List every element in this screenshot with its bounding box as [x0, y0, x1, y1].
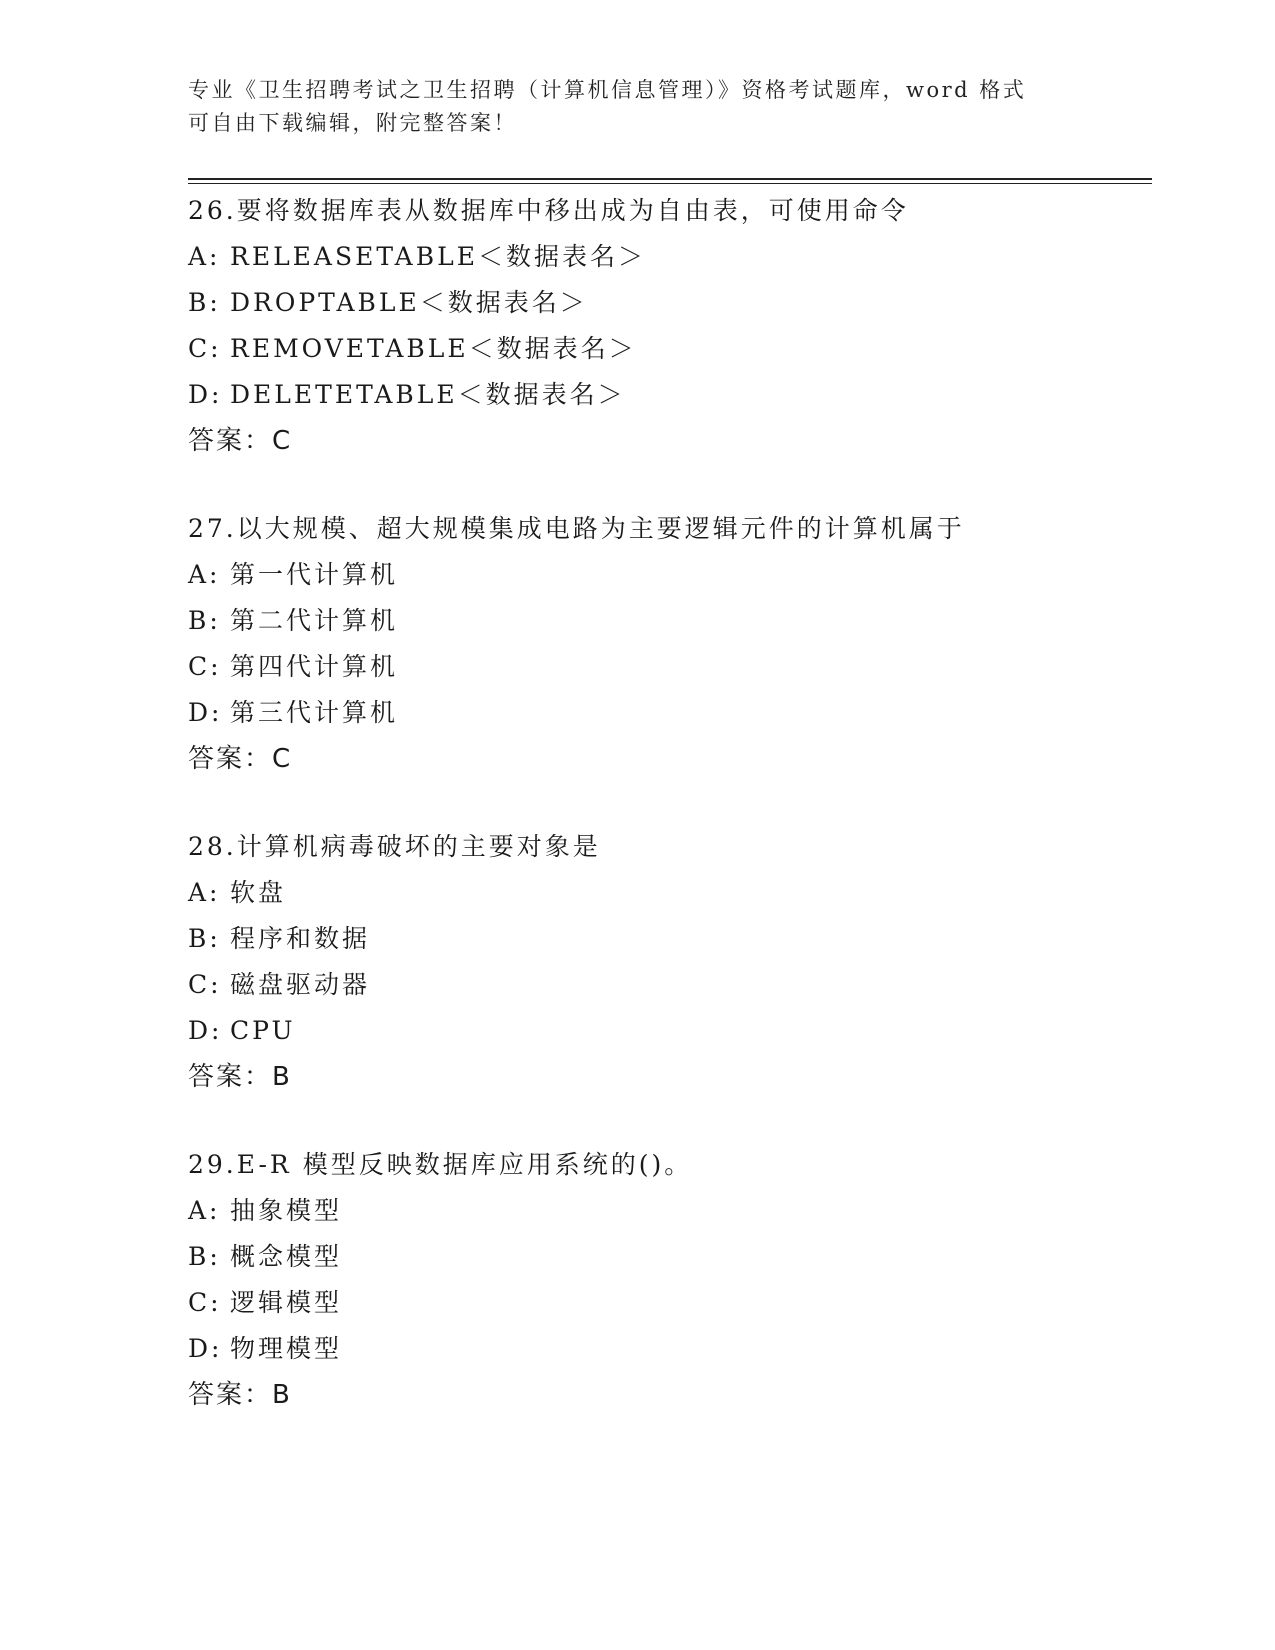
option-text: 抽象模型	[230, 1196, 343, 1225]
option-a	[188, 1188, 1152, 1234]
option-text: CPU	[230, 1016, 296, 1045]
question-title: 27.以大规模、超大规模集成电路为主要逻辑元件的计算机属于	[188, 514, 965, 543]
option-key: A:	[188, 1196, 221, 1225]
option-key: D:	[188, 380, 223, 409]
option-text: 概念模型	[230, 1242, 343, 1271]
option-c	[188, 1280, 1152, 1326]
answer-line: 答案：C	[188, 744, 293, 774]
option-key: B:	[188, 1242, 221, 1271]
answer-line: 答案：C	[188, 426, 293, 456]
option-b	[188, 598, 1152, 644]
option-text: 第三代计算机	[230, 698, 399, 727]
option-key: D:	[188, 1334, 223, 1363]
option-text: REMOVETABLE＜数据表名＞	[230, 334, 637, 363]
header-line-1: 专业《卫生招聘考试之卫生招聘（计算机信息管理）》资格考试题库，word 格式	[188, 78, 1027, 102]
question-26	[188, 188, 1152, 464]
option-c	[188, 962, 1152, 1008]
question-title: 29.E-R 模型反映数据库应用系统的()。	[188, 1150, 693, 1179]
option-text: 程序和数据	[230, 924, 371, 953]
option-d	[188, 1008, 1152, 1054]
option-text: 物理模型	[230, 1334, 343, 1363]
option-key: B:	[188, 288, 221, 317]
question-title: 28.计算机病毒破坏的主要对象是	[188, 832, 601, 861]
question-list	[188, 188, 1152, 1460]
option-key: C:	[188, 652, 222, 681]
option-key: C:	[188, 970, 222, 999]
question-27	[188, 506, 1152, 782]
option-key: A:	[188, 242, 221, 271]
option-b	[188, 280, 1152, 326]
option-text: 第四代计算机	[230, 652, 399, 681]
option-key: A:	[188, 560, 221, 589]
option-b	[188, 916, 1152, 962]
option-b	[188, 1234, 1152, 1280]
option-d	[188, 1326, 1152, 1372]
option-key: C:	[188, 1288, 222, 1317]
document-header	[188, 74, 1088, 140]
option-a	[188, 870, 1152, 916]
option-key: D:	[188, 698, 223, 727]
option-key: D:	[188, 1016, 223, 1045]
question-28	[188, 824, 1152, 1100]
option-text: DELETETABLE＜数据表名＞	[230, 380, 626, 409]
option-text: RELEASETABLE＜数据表名＞	[230, 242, 646, 271]
option-text: 软盘	[230, 878, 287, 907]
option-d	[188, 372, 1152, 418]
option-key: B:	[188, 924, 221, 953]
option-key: B:	[188, 606, 221, 635]
option-key: C:	[188, 334, 222, 363]
option-text: 逻辑模型	[230, 1288, 343, 1317]
answer-line: 答案：B	[188, 1380, 292, 1410]
answer-line: 答案：B	[188, 1062, 292, 1092]
option-text: 第一代计算机	[230, 560, 399, 589]
option-text: 磁盘驱动器	[230, 970, 371, 999]
question-title: 26.要将数据库表从数据库中移出成为自由表，可使用命令	[188, 196, 909, 225]
option-text: 第二代计算机	[230, 606, 399, 635]
header-divider-thin	[188, 183, 1152, 184]
question-29	[188, 1142, 1152, 1418]
option-a	[188, 234, 1152, 280]
option-key: A:	[188, 878, 221, 907]
option-text: DROPTABLE＜数据表名＞	[230, 288, 588, 317]
option-a	[188, 552, 1152, 598]
option-d	[188, 690, 1152, 736]
header-divider-thick	[188, 178, 1152, 180]
option-c	[188, 326, 1152, 372]
header-line-2: 可自由下载编辑，附完整答案！	[188, 111, 517, 135]
option-c	[188, 644, 1152, 690]
